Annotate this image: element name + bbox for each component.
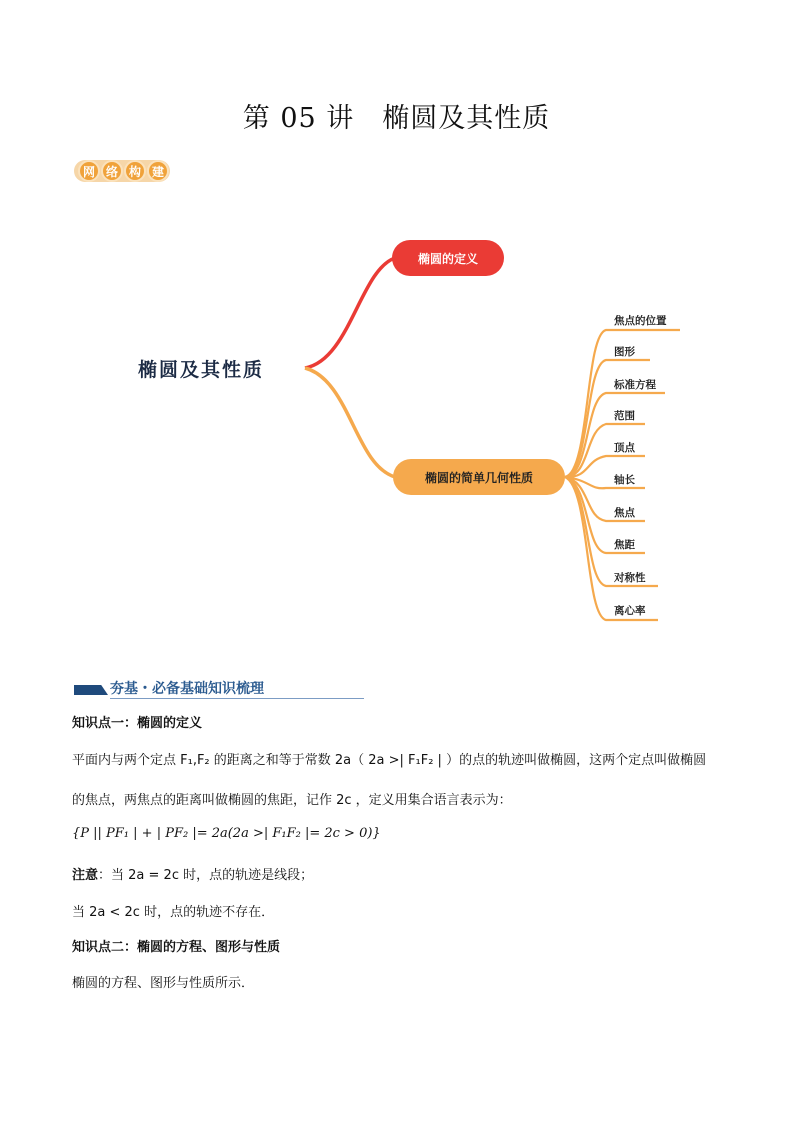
leaf-range: 范围: [614, 410, 635, 422]
note-line2: 当 2a < 2c 时，点的轨迹不存在．: [72, 905, 275, 920]
kp1-set-formula: {P || PF₁ | + | PF₂ |= 2a(2a >| F₁F₂ |= 2c > 0)}: [72, 826, 381, 841]
node-ellipse-definition: 椭圆的定义: [392, 240, 504, 276]
note-label: 注意: [72, 868, 99, 883]
leaf-standard-equation: 标准方程: [614, 379, 656, 391]
kp1-paragraph-line1: 平面内与两个定点 F₁,F₂ 的距离之和等于常数 2a（ 2a >| F₁F₂ | ）的点的轨迹叫做椭圆，这两个定点叫做椭圆: [72, 753, 707, 768]
mind-map: [0, 210, 793, 640]
leaf-axis-length: 轴长: [614, 474, 635, 486]
note-line1-text: ：当 2a = 2c 时，点的轨迹是线段；: [98, 868, 314, 883]
connector-properties: [305, 368, 395, 477]
connector-definition: [305, 258, 395, 368]
leaf-symmetry: 对称性: [614, 572, 646, 584]
kp2-heading: 知识点二：椭圆的方程、图形与性质: [72, 940, 281, 955]
badge-char: 网: [78, 160, 100, 182]
badge-char: 建: [147, 160, 169, 182]
leaf-focal-distance: 焦距: [614, 539, 635, 551]
page-title: 第 05 讲 椭圆及其性质: [242, 103, 551, 134]
kp2-line: 椭圆的方程、图形与性质所示．: [72, 976, 255, 991]
section-banner: [74, 678, 364, 700]
banner-underline: [110, 698, 364, 699]
badge-char: 构: [124, 160, 146, 182]
kp1-paragraph-line2: 的焦点，两焦点的距离叫做椭圆的焦距，记作 2c ，定义用集合语言表示为：: [72, 793, 512, 808]
leaf-focus-position: 焦点的位置: [614, 315, 667, 327]
badge-char: 络: [101, 160, 123, 182]
banner-text: 夯基・必备基础知识梳理: [110, 681, 264, 697]
kp1-heading: 知识点一：椭圆的定义: [72, 716, 203, 731]
leaf-focus: 焦点: [614, 507, 635, 519]
mind-map-root: 椭圆及其性质: [138, 359, 265, 381]
banner-bar: [74, 685, 108, 695]
network-structure-badge: [74, 156, 172, 184]
note-line1: [72, 864, 313, 883]
leaf-graph: 图形: [614, 346, 635, 358]
mind-map-connectors: [0, 210, 793, 640]
leaf-vertex: 顶点: [614, 442, 635, 454]
leaf-eccentricity: 离心率: [614, 605, 646, 617]
node-ellipse-properties: 椭圆的简单几何性质: [393, 459, 565, 495]
